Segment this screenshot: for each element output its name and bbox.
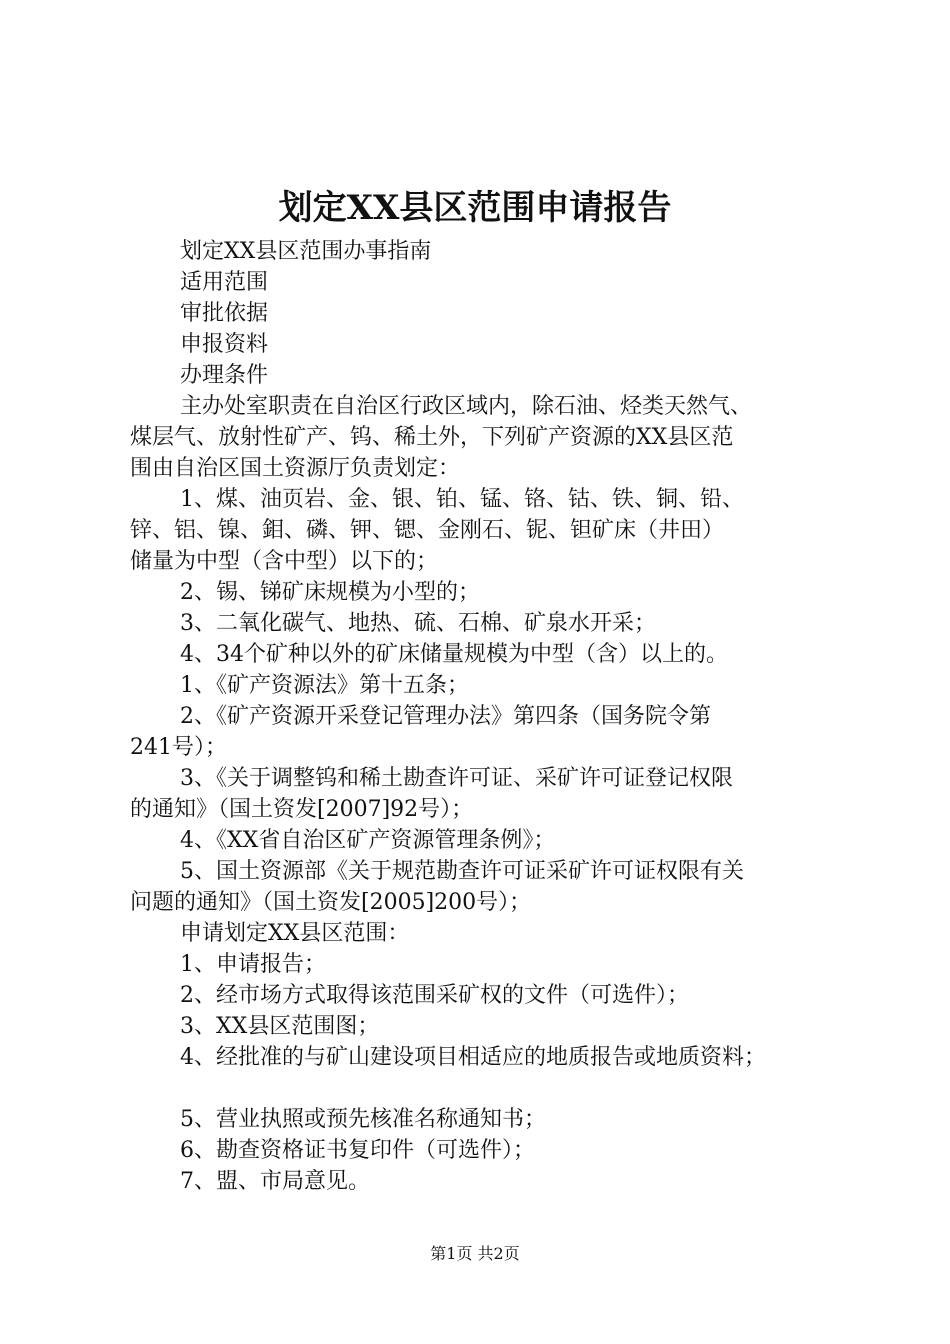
text-line: 审批依据 <box>180 301 269 326</box>
text-line: 主办处室职责在自治区行政区域内，除石油、烃类天然气、 <box>180 394 753 419</box>
text-line: 5、国土资源部《关于规范勘查许可证采矿许可证权限有关 <box>180 859 744 884</box>
text-line: 241号）； <box>130 735 227 760</box>
text-line: 围由自治区国土资源厅负责划定： <box>130 456 461 481</box>
text-line: 6、勘查资格证书复印件（可选件）； <box>180 1138 535 1163</box>
text-line: 储量为中型（含中型）以下的； <box>130 549 439 574</box>
text-line: 4、34个矿种以外的矿床储量规模为中型（含）以上的。 <box>180 642 728 667</box>
text-line: 划定XX县区范围办事指南 <box>180 239 432 264</box>
text-line: 2、锡、锑矿床规模为小型的； <box>180 580 480 605</box>
text-line: 问题的通知》（国土资发[2005]200号）； <box>130 890 532 915</box>
text-line: 2、《矿产资源开采登记管理办法》第四条（国务院令第 <box>180 704 711 729</box>
text-line: 1、煤、油页岩、金、银、铂、锰、铬、钴、铁、铜、铅、 <box>180 487 744 512</box>
text-line: 1、《矿产资源法》第十五条； <box>180 673 469 698</box>
text-line: 4、经批准的与矿山建设项目相适应的地质报告或地质资料； <box>180 1045 766 1070</box>
text-line: 5、营业执照或预先核准名称通知书； <box>180 1107 546 1132</box>
text-line: 1、申请报告； <box>180 952 326 977</box>
text-line: 3、二氧化碳气、地热、硫、石棉、矿泉水开采； <box>180 611 656 636</box>
text-line: 适用范围 <box>180 270 269 295</box>
text-line: 煤层气、放射性矿产、钨、稀土外，下列矿产资源的XX县区范 <box>130 425 734 450</box>
text-line: 7、盟、市局意见。 <box>180 1169 370 1194</box>
blank-line <box>130 1073 845 1104</box>
text-line: 锌、铝、镍、鉬、磷、钾、锶、金刚石、铌、钽矿床（井田） <box>130 518 725 543</box>
text-line: 3、XX县区范围图； <box>180 1014 380 1039</box>
document-body <box>130 236 845 1197</box>
text-line: 申报资料 <box>180 332 269 357</box>
text-line: 办理条件 <box>180 363 269 388</box>
text-line: 3、《关于调整钨和稀土勘查许可证、采矿许可证登记权限 <box>180 766 733 791</box>
text-line: 的通知》（国土资发[2007]92号）； <box>130 797 474 822</box>
text-line: 4、《XX省自治区矿产资源管理条例》； <box>180 828 556 853</box>
document-title: 划定XX县区范围申请报告 <box>278 188 672 228</box>
page-footer: 第1页 共2页 <box>430 1244 520 1263</box>
text-line: 2、经市场方式取得该范围采矿权的文件（可选件）； <box>180 983 689 1008</box>
text-line: 申请划定XX县区范围： <box>180 921 410 946</box>
